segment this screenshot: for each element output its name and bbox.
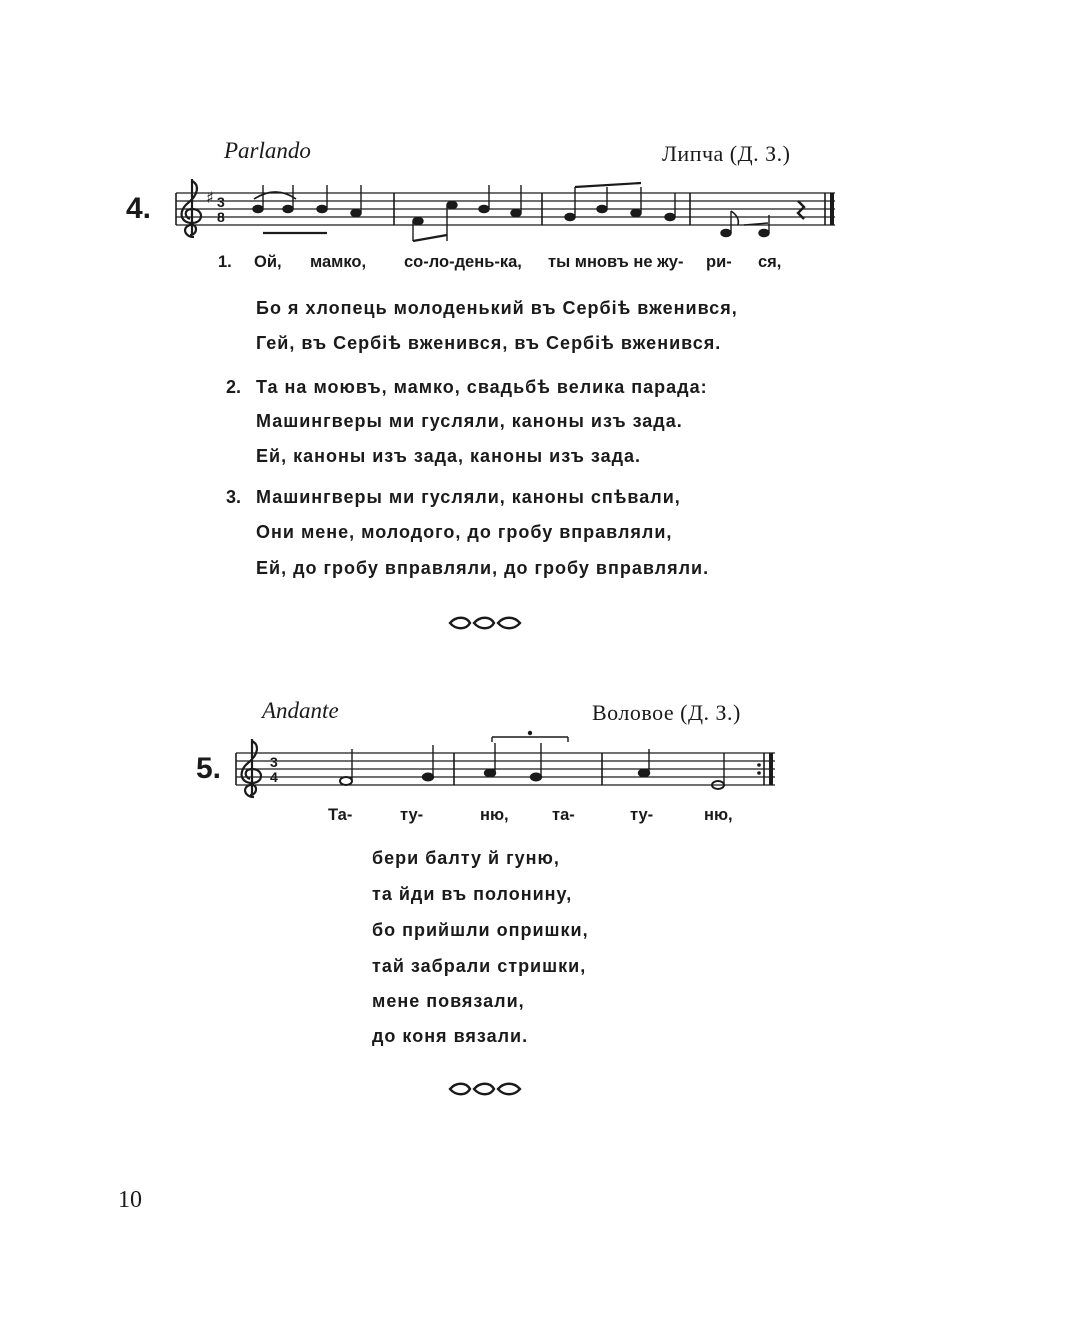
verse-line: бо прийшли опришки, [372,920,589,940]
lyric-syllable: ню, [480,806,509,824]
verse-line: до коня вязали. [372,1026,529,1046]
verse-line: Та на моювъ, мамко, свадьбѣ велика парада: [256,377,708,397]
svg-text:8: 8 [217,209,225,225]
svg-text:3: 3 [270,754,278,770]
svg-text:♯: ♯ [206,188,214,207]
verse-line: Машингверы ми гусляли, каноны изъ зада. [256,411,683,431]
lyric-syllable: ся, [758,253,782,271]
verse-line: Ей, каноны изъ зада, каноны изъ зада. [256,446,642,466]
song5-tempo: Andante [262,698,339,723]
song4-origin: Липча (Д. З.) [662,141,791,166]
verse-line: мене повязали, [372,991,525,1011]
page-number: 10 [118,1187,142,1213]
lyric-syllable: ты мновъ не жу- [548,253,684,271]
song4-underlay-number: 1. [218,253,232,271]
verse-line: Бо я хлопець молоденький въ Сербiѣ вженився, [256,298,738,318]
lyric-syllable: мамко, [310,253,367,271]
verse-line: тай забрали стришки, [372,956,587,976]
song4-tempo: Parlando [224,138,311,163]
lyric-syllable: ню, [704,806,733,824]
lyric-syllable: ту- [630,806,654,824]
ornament-divider [446,1080,524,1098]
song4-number: 4. [126,192,152,225]
lyric-syllable: та- [552,806,575,824]
song5-origin: Воловое (Д. З.) [592,700,741,725]
lyric-syllable: ри- [706,253,732,271]
lyric-syllable: ту- [400,806,424,824]
svg-text:4: 4 [270,769,278,785]
verse-line: Гей, въ Сербiѣ вженився, въ Сербiѣ вженився. [256,333,722,353]
lyric-syllable: со-ло-день-ка, [404,253,522,271]
ornament-divider [446,614,524,632]
lyric-syllable: Та- [328,806,353,824]
song4-staff [170,175,840,255]
verse-line: бери балту й гуню, [372,848,560,868]
song5-number: 5. [196,752,222,785]
verse-line: Они мене, молодого, до гробу вправляли, [256,522,673,542]
song5-staff [230,735,780,815]
verse-line: Машингверы ми гусляли, каноны спѣвали, [256,487,681,507]
stanza-number: 3. [226,487,242,507]
stanza-number: 2. [226,377,242,397]
verse-line: Ей, до гробу вправляли, до гробу вправляли. [256,558,710,578]
verse-line: та йди въ полонину, [372,884,573,904]
lyric-syllable: Ой, [254,253,282,271]
svg-text:3: 3 [217,194,225,210]
